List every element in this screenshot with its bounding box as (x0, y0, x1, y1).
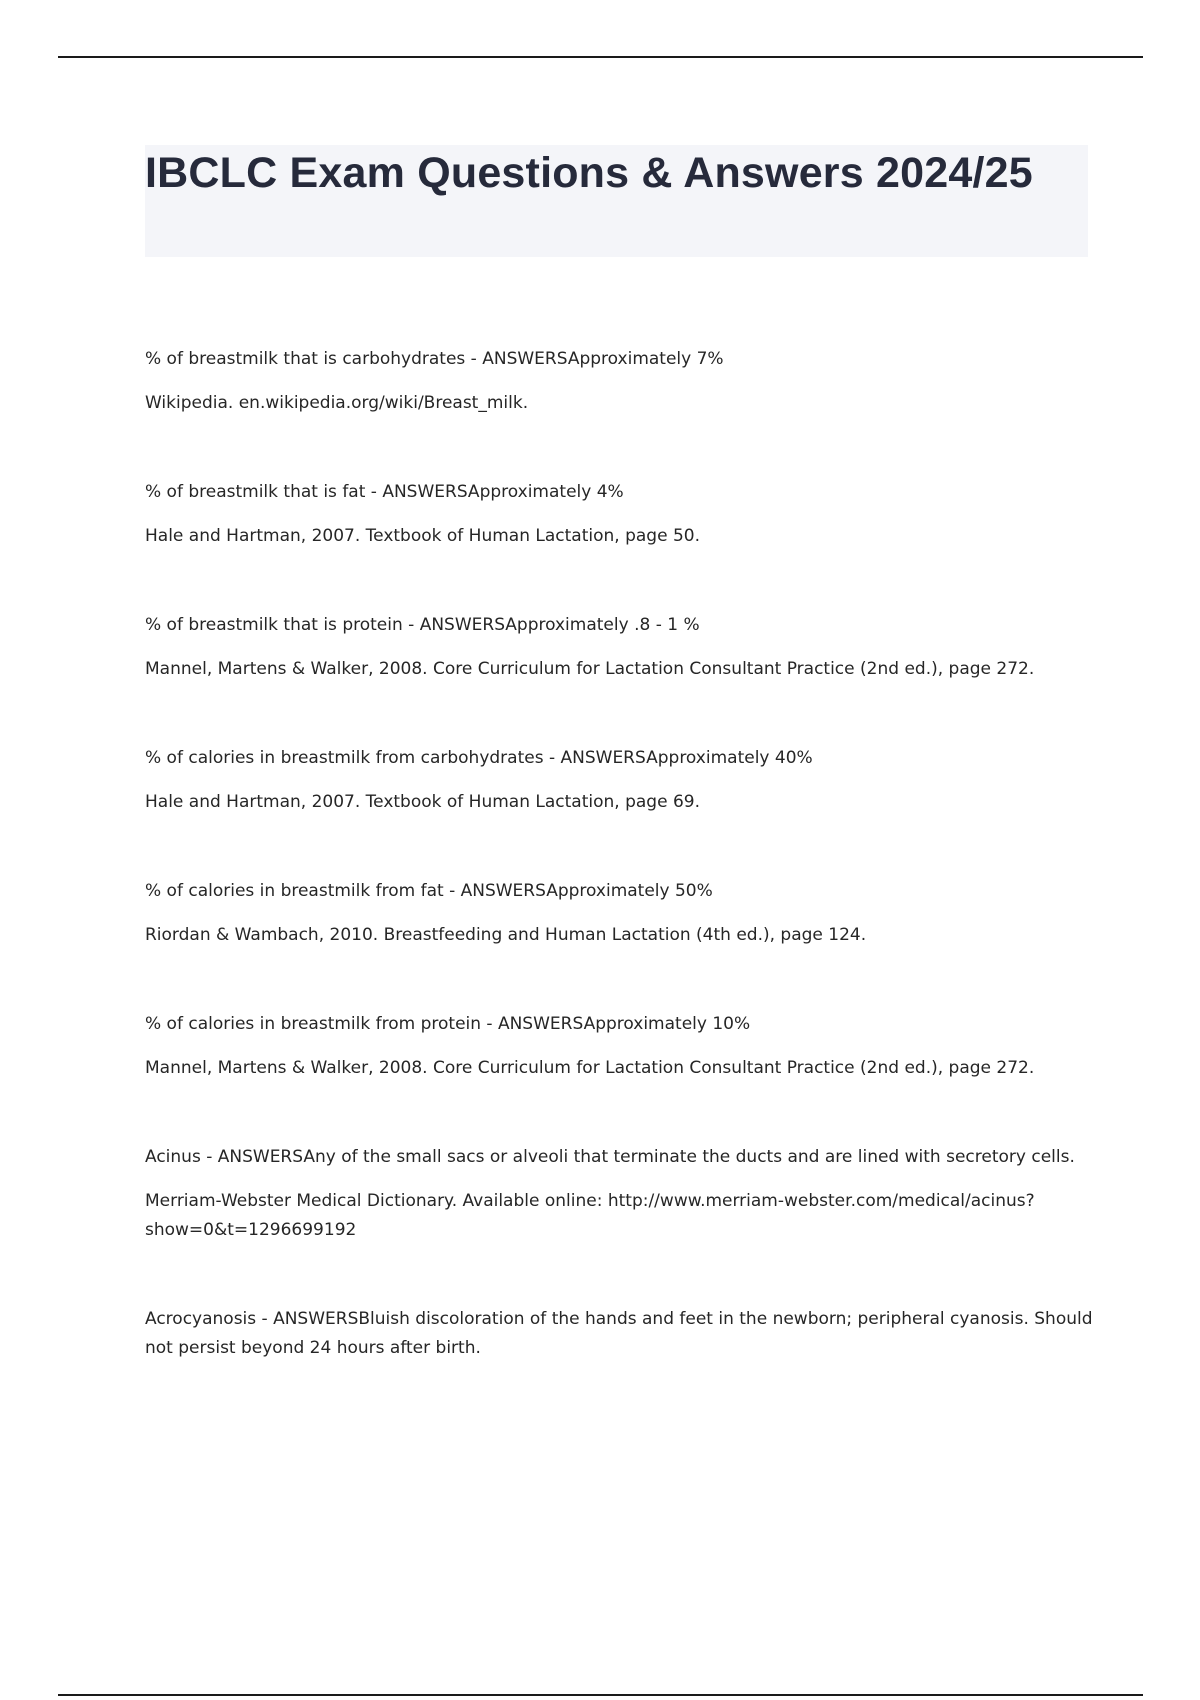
header-rule (58, 56, 1143, 58)
qa-source: Mannel, Martens & Walker, 2008. Core Curriculum for Lactation Consultant Practice (2nd ed.), page 272. (145, 659, 1035, 679)
qa-question: % of breastmilk that is carbohydrates - ANSWERSApproximately 7% (145, 349, 724, 369)
qa-source: Merriam-Webster Medical Dictionary. Available online: http://www.merriam-webster.com/medical/acinus?show=0&t=1296699192 (145, 1191, 1035, 1240)
qa-question: % of calories in breastmilk from carbohydrates - ANSWERSApproximately 40% (145, 748, 813, 768)
qa-entry (145, 877, 1095, 950)
qa-source: Wikipedia. en.wikipedia.org/wiki/Breast_milk. (145, 393, 529, 413)
qa-entry (145, 478, 1095, 551)
qa-question: % of breastmilk that is protein - ANSWERSApproximately .8 - 1 % (145, 615, 700, 635)
qa-entry (145, 1010, 1095, 1083)
qa-source: Hale and Hartman, 2007. Textbook of Human Lactation, page 50. (145, 526, 700, 546)
qa-entry (145, 1305, 1095, 1363)
footer-rule (58, 1694, 1143, 1696)
qa-entry (145, 611, 1095, 684)
qa-question: % of breastmilk that is fat - ANSWERSApproximately 4% (145, 482, 624, 502)
qa-source: Mannel, Martens & Walker, 2008. Core Curriculum for Lactation Consultant Practice (2nd ed.), page 272. (145, 1058, 1035, 1078)
qa-source: Hale and Hartman, 2007. Textbook of Human Lactation, page 69. (145, 792, 700, 812)
qa-question: % of calories in breastmilk from protein - ANSWERSApproximately 10% (145, 1014, 751, 1034)
qa-question: Acrocyanosis - ANSWERSBluish discoloration of the hands and feet in the newborn; peripheral cyanosis. Should not persist beyond 24 hours after birth. (145, 1309, 1093, 1358)
qa-list (145, 345, 1095, 1378)
qa-entry (145, 1143, 1095, 1245)
qa-question: Acinus - ANSWERSAny of the small sacs or alveoli that terminate the ducts and are lined with secretory cells. (145, 1147, 1075, 1167)
qa-entry (145, 345, 1095, 418)
qa-source: Riordan & Wambach, 2010. Breastfeeding and Human Lactation (4th ed.), page 124. (145, 925, 867, 945)
qa-entry (145, 744, 1095, 817)
document-title: IBCLC Exam Questions & Answers 2024/25 (145, 149, 1033, 197)
title-block (145, 145, 1088, 257)
qa-question: % of calories in breastmilk from fat - ANSWERSApproximately 50% (145, 881, 713, 901)
